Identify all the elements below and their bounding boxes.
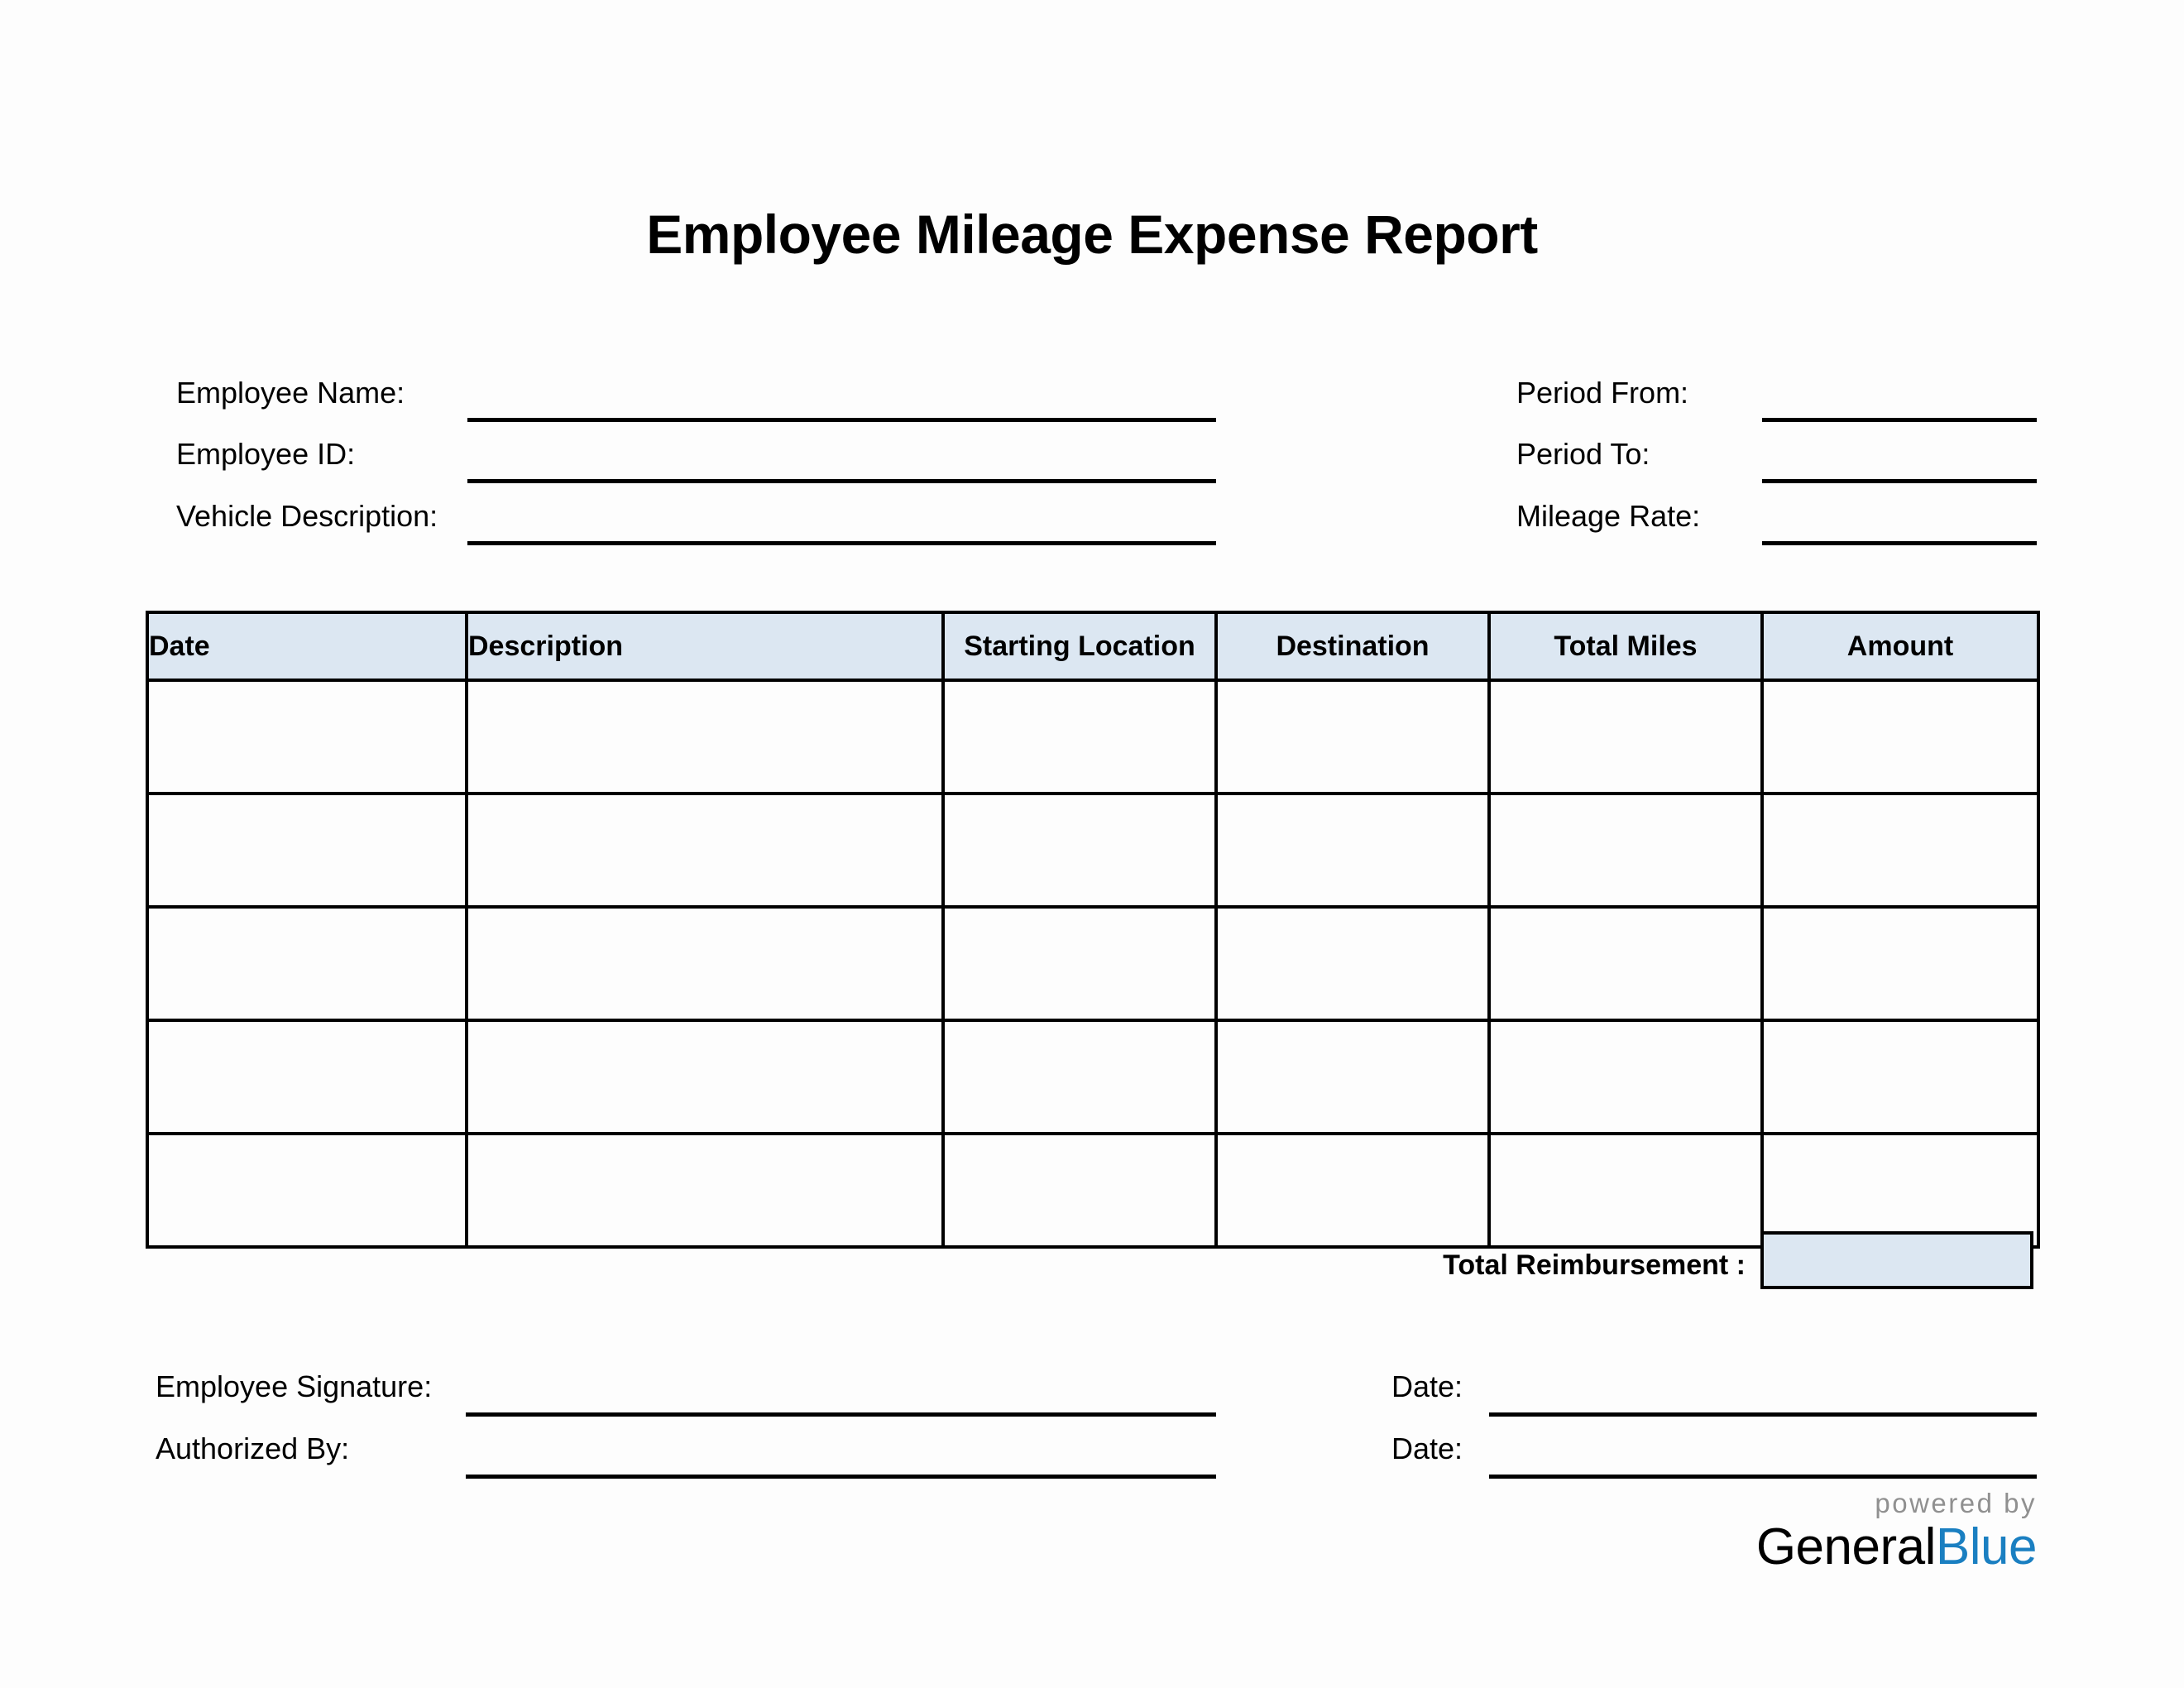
cell-total-miles[interactable] bbox=[1489, 680, 1762, 794]
brand-wordmark bbox=[1755, 1518, 2037, 1575]
employee-id-input[interactable] bbox=[467, 479, 1216, 483]
period-to-input[interactable] bbox=[1762, 479, 2037, 483]
vehicle-description-input[interactable] bbox=[467, 541, 1216, 545]
cell-destination[interactable] bbox=[1216, 907, 1489, 1020]
authorized-by-date-label: Date: bbox=[1391, 1431, 1463, 1465]
cell-total-miles[interactable] bbox=[1489, 907, 1762, 1020]
column-header-amount: Amount bbox=[1762, 612, 2038, 680]
employee-signature-date-input[interactable] bbox=[1489, 1412, 2037, 1417]
cell-date[interactable] bbox=[147, 680, 467, 794]
total-reimbursement-value[interactable] bbox=[1760, 1231, 2033, 1289]
cell-destination[interactable] bbox=[1216, 794, 1489, 907]
authorized-by-label: Authorized By: bbox=[156, 1431, 350, 1465]
employee-name-label: Employee Name: bbox=[176, 376, 405, 410]
cell-description[interactable] bbox=[467, 1020, 943, 1134]
cell-total-miles[interactable] bbox=[1489, 1134, 1762, 1247]
cell-total-miles[interactable] bbox=[1489, 794, 1762, 907]
mileage-table-wrapper bbox=[146, 611, 2037, 1228]
cell-description[interactable] bbox=[467, 680, 943, 794]
cell-description[interactable] bbox=[467, 1134, 943, 1247]
employee-signature-date-label: Date: bbox=[1391, 1369, 1463, 1403]
cell-date[interactable] bbox=[147, 1020, 467, 1134]
cell-destination[interactable] bbox=[1216, 1020, 1489, 1134]
cell-date[interactable] bbox=[147, 794, 467, 907]
cell-starting-location[interactable] bbox=[943, 907, 1216, 1020]
column-header-starting-location: Starting Location bbox=[943, 612, 1216, 680]
table-row bbox=[147, 794, 2038, 907]
total-reimbursement-label: Total Reimbursement : bbox=[1443, 1249, 1746, 1281]
authorized-by-date-input[interactable] bbox=[1489, 1475, 2037, 1479]
cell-amount[interactable] bbox=[1762, 1134, 2038, 1247]
cell-starting-location[interactable] bbox=[943, 1020, 1216, 1134]
table-row bbox=[147, 680, 2038, 794]
period-to-label: Period To: bbox=[1516, 437, 1650, 471]
cell-amount[interactable] bbox=[1762, 680, 2038, 794]
cell-description[interactable] bbox=[467, 794, 943, 907]
period-from-input[interactable] bbox=[1762, 418, 2037, 422]
cell-amount[interactable] bbox=[1762, 1020, 2038, 1134]
cell-amount[interactable] bbox=[1762, 907, 2038, 1020]
page-title: Employee Mileage Expense Report bbox=[646, 204, 1538, 265]
column-header-destination: Destination bbox=[1216, 612, 1489, 680]
table-row bbox=[147, 907, 2038, 1020]
authorized-by-input[interactable] bbox=[466, 1475, 1216, 1479]
cell-date[interactable] bbox=[147, 907, 467, 1020]
generalblue-logo bbox=[1756, 1489, 2037, 1573]
cell-description[interactable] bbox=[467, 907, 943, 1020]
employee-name-input[interactable] bbox=[467, 418, 1216, 422]
mileage-rate-input[interactable] bbox=[1762, 541, 2037, 545]
employee-signature-label: Employee Signature: bbox=[156, 1369, 433, 1403]
table-row bbox=[147, 1020, 2038, 1134]
table-row bbox=[147, 1134, 2038, 1247]
cell-starting-location[interactable] bbox=[943, 1134, 1216, 1247]
brand-general-text: General bbox=[1755, 1518, 1936, 1575]
period-from-label: Period From: bbox=[1516, 376, 1689, 410]
cell-starting-location[interactable] bbox=[943, 680, 1216, 794]
column-header-description: Description bbox=[467, 612, 943, 680]
employee-id-label: Employee ID: bbox=[176, 437, 356, 471]
vehicle-description-label: Vehicle Description: bbox=[176, 499, 438, 533]
column-header-date: Date bbox=[147, 612, 467, 680]
table-header-row bbox=[147, 612, 2038, 680]
powered-by-text: powered by bbox=[1875, 1488, 2037, 1518]
brand-blue-text: Blue bbox=[1935, 1518, 2037, 1575]
cell-date[interactable] bbox=[147, 1134, 467, 1247]
mileage-rate-label: Mileage Rate: bbox=[1516, 499, 1701, 533]
cell-amount[interactable] bbox=[1762, 794, 2038, 907]
employee-signature-input[interactable] bbox=[466, 1412, 1216, 1417]
cell-total-miles[interactable] bbox=[1489, 1020, 1762, 1134]
column-header-total-miles: Total Miles bbox=[1489, 612, 1762, 680]
cell-destination[interactable] bbox=[1216, 680, 1489, 794]
cell-destination[interactable] bbox=[1216, 1134, 1489, 1247]
mileage-table bbox=[146, 611, 2040, 1249]
cell-starting-location[interactable] bbox=[943, 794, 1216, 907]
